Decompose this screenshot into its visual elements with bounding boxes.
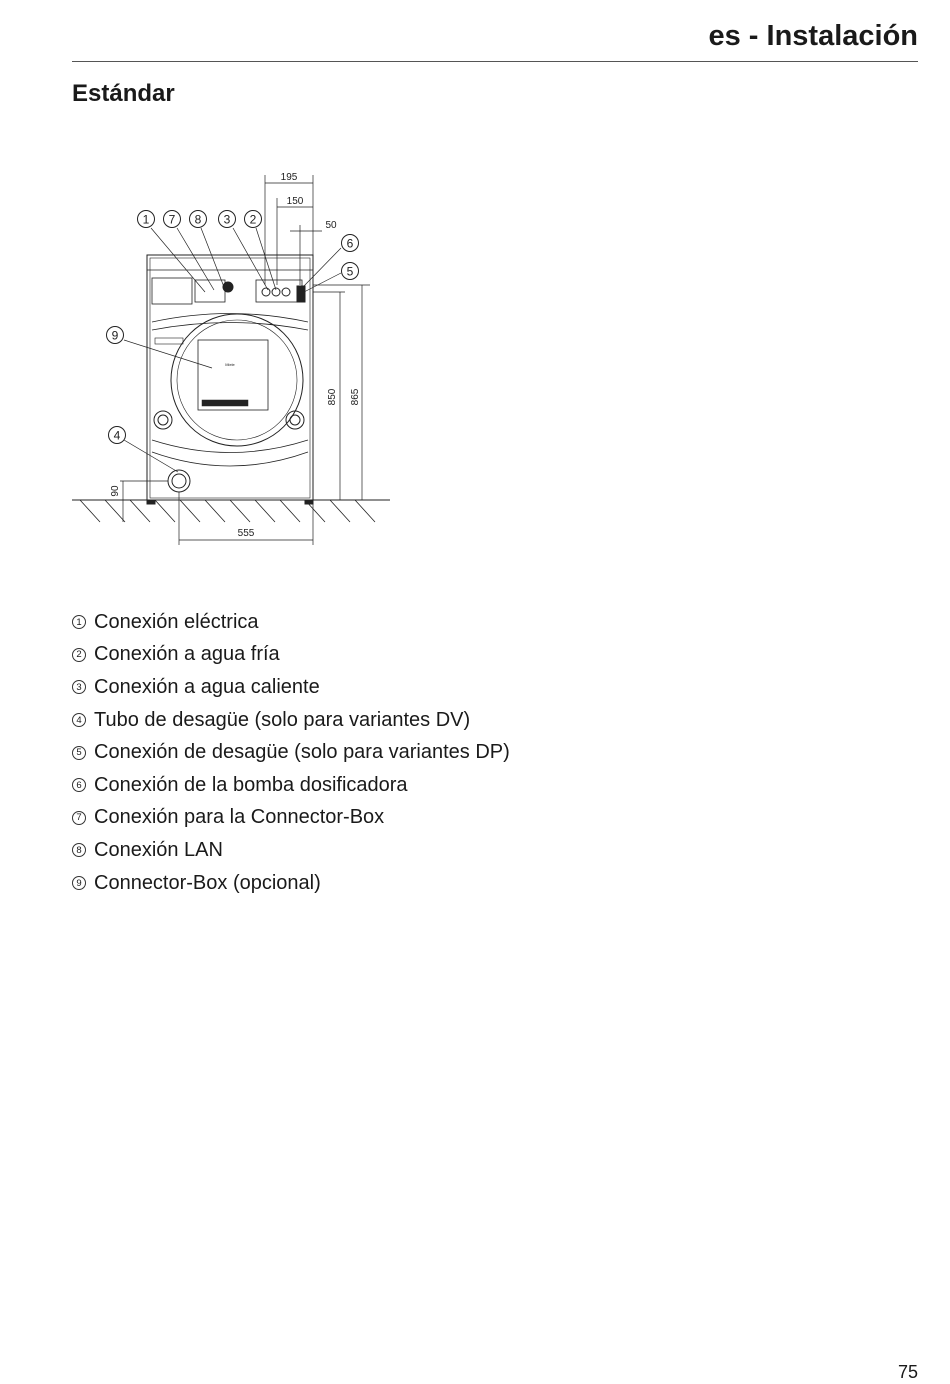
callout-9-label: 9	[111, 328, 119, 343]
legend-number: 6	[72, 778, 86, 792]
legend-item	[72, 736, 510, 769]
dimension-195: 195	[280, 172, 298, 183]
legend-number: 5	[72, 746, 86, 760]
section-title: Estándar	[72, 80, 175, 107]
callout-7-label: 7	[168, 212, 176, 227]
dimension-50: 50	[325, 220, 337, 231]
legend-text: Conexión LAN	[94, 838, 223, 861]
legend-number: 3	[72, 680, 86, 694]
legend-number: 2	[72, 648, 86, 662]
legend-text: Connector-Box (opcional)	[94, 871, 321, 894]
legend-number: 9	[72, 876, 86, 890]
callout-3-label: 3	[223, 212, 231, 227]
dimension-850: 850	[327, 388, 338, 406]
header-divider	[72, 61, 918, 62]
legend-item	[72, 639, 510, 672]
legend-list	[72, 606, 510, 899]
callout-5-label: 5	[346, 264, 354, 279]
legend-text: Tubo de desagüe (solo para variantes DV)	[94, 708, 471, 731]
legend-number: 7	[72, 811, 86, 825]
legend-item	[72, 769, 510, 802]
legend-number: 8	[72, 843, 86, 857]
legend-text: Conexión de la bomba dosificadora	[94, 773, 408, 796]
brand-logo: Miele	[225, 362, 235, 367]
callout-4-label: 4	[113, 428, 121, 443]
legend-item	[72, 704, 510, 737]
legend-item	[72, 834, 510, 867]
legend-item	[72, 802, 510, 835]
legend-item	[72, 606, 510, 639]
legend-item	[72, 867, 510, 900]
machine-rear-view-diagram	[60, 160, 400, 560]
legend-text: Conexión para la Connector-Box	[94, 806, 385, 829]
legend-number: 4	[72, 713, 86, 727]
legend-item	[72, 671, 510, 704]
callout-2-label: 2	[249, 212, 257, 227]
header-title: es - Instalación	[708, 20, 918, 52]
callout-8-label: 8	[194, 212, 202, 227]
legend-text: Conexión de desagüe (solo para variantes DP)	[94, 741, 510, 764]
page-number: 75	[897, 1362, 918, 1382]
dimension-150: 150	[286, 196, 304, 207]
legend-text: Conexión a agua caliente	[94, 675, 320, 698]
dimension-555: 555	[237, 528, 255, 539]
legend-text: Conexión a agua fría	[94, 643, 280, 666]
legend-text: Conexión eléctrica	[94, 610, 259, 633]
legend-number: 1	[72, 615, 86, 629]
dimension-865: 865	[350, 388, 361, 406]
dimension-90: 90	[110, 485, 121, 497]
callout-1-label: 1	[142, 212, 150, 227]
callout-6-label: 6	[346, 236, 354, 251]
